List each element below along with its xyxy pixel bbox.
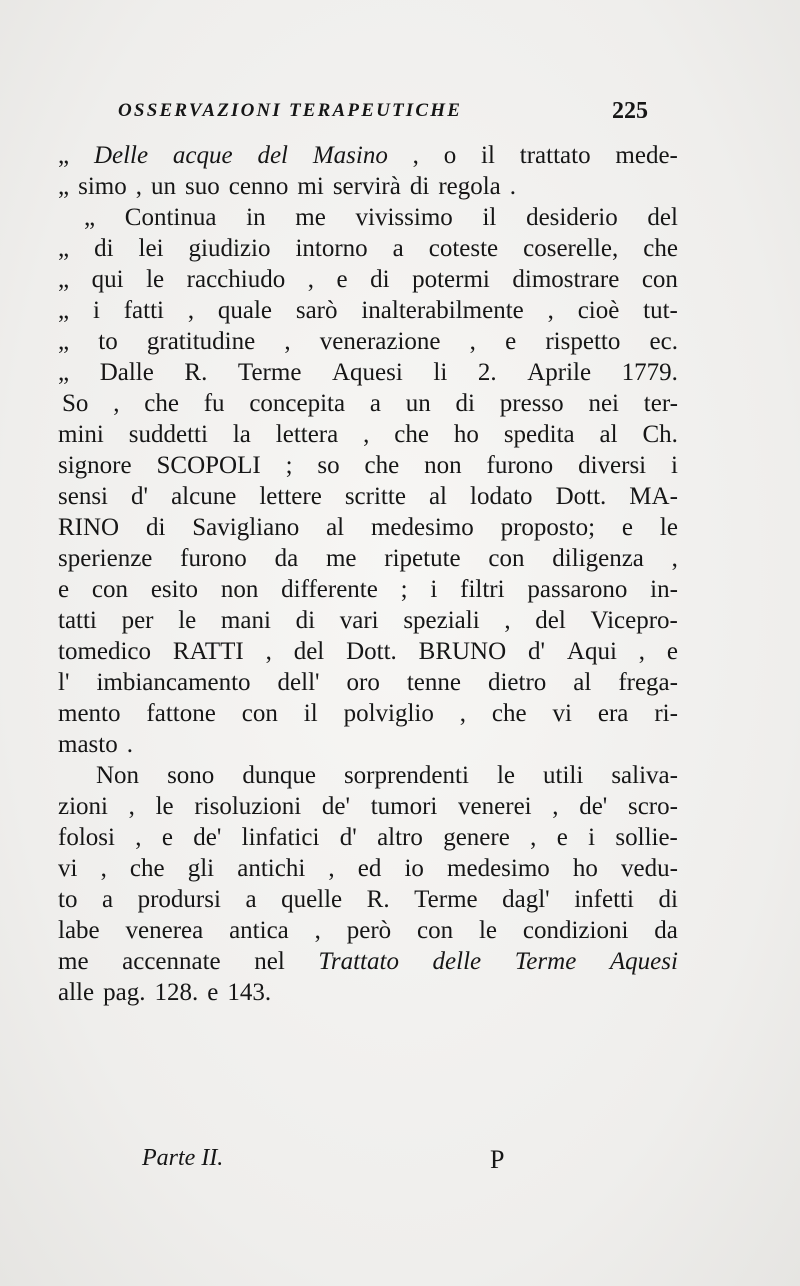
text-line: me accennate nel Trattato delle Terme Aquesi [58,948,678,975]
text-line: „ Continua in me vivissimo il desiderio del [84,204,678,231]
text-line: e con esito non differente ; i filtri passarono in- [58,576,678,603]
page-footer [142,1145,505,1181]
text-line: folosi , e de' linfatici d' altro genere , e i sollie- [58,824,678,851]
text-line: RINO di Savigliano al medesimo proposto; e le [58,514,678,541]
text-line: sperienze furono da me ripetute con diligenza , [58,545,678,572]
signature-letter: P [490,1145,505,1174]
text-line: So , che fu concepita a un di presso nei ter- [62,390,678,417]
text-line: to a prodursi a quelle R. Terme dagl' infetti di [58,886,678,913]
signature-mark: Parte II. [142,1145,224,1171]
text-line: „ Dalle R. Terme Aquesi li 2. Aprile 1779. [58,359,678,386]
text-line: „ simo , un suo cenno mi servirà di regola . [58,173,517,200]
text-line: masto . [58,731,133,758]
text-line: mini suddetti la lettera , che ho spedita al Ch. [58,421,678,448]
text-line: „ di lei giudizio intorno a coteste coserelle, che [58,235,678,262]
text-line: signore SCOPOLI ; so che non furono diversi i [58,452,678,479]
text-line: mento fattone con il polviglio , che vi era ri- [58,700,678,727]
text-line: Non sono dunque sorprendenti le utili saliva- [96,762,678,789]
text-line: „ to gratitudine , venerazione , e rispetto ec. [58,328,678,355]
text-line: vi , che gli antichi , ed io medesimo ho vedu- [58,855,678,882]
body-text [58,140,678,1008]
text-line: sensi d' alcune lettere scritte al lodato Dott. MA- [58,483,678,510]
text-line: labe venerea antica , però con le condizioni da [58,917,678,944]
page-header [118,96,648,132]
text-line: „ Delle acque del Masino , o il trattato mede- [58,142,678,169]
text-line: tomedico RATTI , del Dott. BRUNO d' Aqui , e [58,638,678,665]
text-line: alle pag. 128. e 143. [58,979,272,1006]
page-number: 225 [612,98,648,124]
text-line: tatti per le mani di vari speziali , del Vicepro- [58,607,678,634]
text-line: zioni , le risoluzioni de' tumori venerei , de' scro- [58,793,678,820]
text-line: „ i fatti , quale sarò inalterabilmente , cioè tut- [58,297,678,324]
text-line: l' imbiancamento dell' oro tenne dietro al frega- [58,669,678,696]
running-title: OSSERVAZIONI TERAPEUTICHE [118,100,463,121]
text-line: „ qui le racchiudo , e di potermi dimostrare con [58,266,678,293]
